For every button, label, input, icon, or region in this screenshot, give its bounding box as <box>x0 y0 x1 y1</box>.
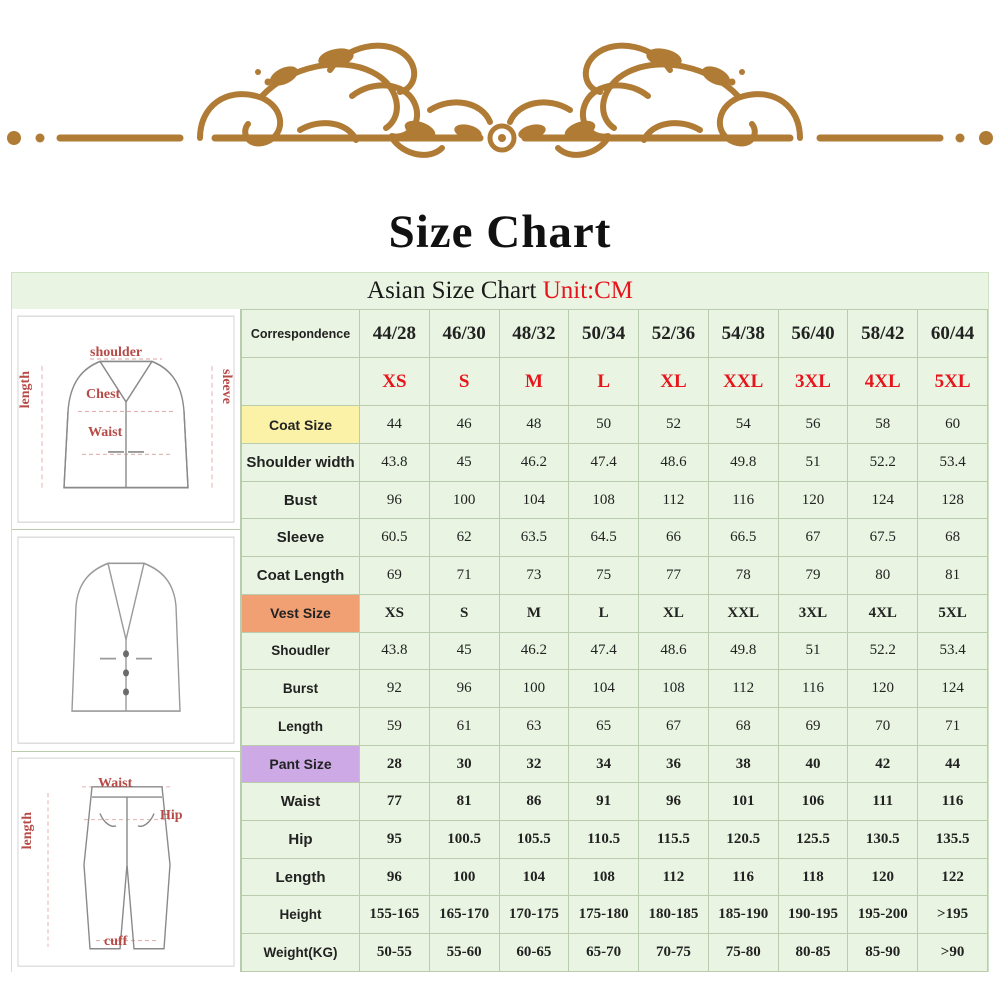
row-header: Length <box>242 707 360 745</box>
table-cell: XL <box>639 358 709 406</box>
table-cell: 100.5 <box>429 821 499 859</box>
chart-subtitle-text: Asian Size Chart <box>367 277 543 304</box>
table-cell: 52.2 <box>848 444 918 482</box>
table-row <box>242 934 988 972</box>
table-cell: 96 <box>360 858 430 896</box>
page-title: Size Chart <box>388 206 612 258</box>
table-row <box>242 670 988 708</box>
table-cell: 124 <box>848 481 918 519</box>
table-cell: 71 <box>918 707 988 745</box>
table-cell: 91 <box>569 783 639 821</box>
table-row <box>242 481 988 519</box>
coat-label-shoulder: shoulder <box>90 345 143 360</box>
table-cell: 60.5 <box>360 519 430 557</box>
coat-label-length: length <box>18 371 33 409</box>
row-header: Burst <box>242 670 360 708</box>
table-cell: 116 <box>708 481 778 519</box>
table-cell: 47.4 <box>569 444 639 482</box>
row-header: Bust <box>242 481 360 519</box>
table-cell: 69 <box>778 707 848 745</box>
table-cell: 116 <box>918 783 988 821</box>
table-cell: 77 <box>360 783 430 821</box>
table-cell: XXL <box>708 594 778 632</box>
table-cell: 30 <box>429 745 499 783</box>
table-cell: 53.4 <box>918 632 988 670</box>
table-cell: 118 <box>778 858 848 896</box>
table-cell: 85-90 <box>848 934 918 972</box>
table-cell: 52/36 <box>639 310 709 358</box>
table-cell: 108 <box>569 858 639 896</box>
table-cell: 4XL <box>848 594 918 632</box>
table-cell: 112 <box>639 481 709 519</box>
table-cell: 100 <box>499 670 569 708</box>
table-cell: 86 <box>499 783 569 821</box>
row-header: Shoudler <box>242 632 360 670</box>
table-row <box>242 707 988 745</box>
table-cell: 64.5 <box>569 519 639 557</box>
row-header: Hip <box>242 821 360 859</box>
table-cell: 59 <box>360 707 430 745</box>
table-cell: 66.5 <box>708 519 778 557</box>
table-cell: 69 <box>360 557 430 595</box>
table-cell: 48.6 <box>639 444 709 482</box>
table-cell: >90 <box>918 934 988 972</box>
coat-diagram <box>12 309 240 530</box>
table-cell: 4XL <box>848 358 918 406</box>
table-cell: 75 <box>569 557 639 595</box>
table-row <box>242 632 988 670</box>
table-cell: 115.5 <box>639 821 709 859</box>
table-cell: 71 <box>429 557 499 595</box>
decorative-header-ornament <box>0 10 1000 170</box>
table-cell: 67 <box>778 519 848 557</box>
table-row <box>242 858 988 896</box>
table-cell: 48.6 <box>639 632 709 670</box>
table-cell: 36 <box>639 745 709 783</box>
table-cell: 170-175 <box>499 896 569 934</box>
table-cell: 28 <box>360 745 430 783</box>
table-cell: 5XL <box>918 358 988 406</box>
table-row <box>242 896 988 934</box>
table-cell: 124 <box>918 670 988 708</box>
table-cell: 43.8 <box>360 444 430 482</box>
table-cell: XXL <box>708 358 778 406</box>
garment-figures <box>12 309 241 972</box>
table-cell: 44 <box>918 745 988 783</box>
pant-label-cuff: cuff <box>104 933 128 949</box>
table-cell: 68 <box>918 519 988 557</box>
pant-label-length: length <box>20 811 35 849</box>
table-cell: 180-185 <box>639 896 709 934</box>
table-cell: 106 <box>778 783 848 821</box>
table-row <box>242 821 988 859</box>
table-row <box>242 310 988 358</box>
table-cell: 3XL <box>778 594 848 632</box>
table-cell: 96 <box>639 783 709 821</box>
table-cell: 81 <box>918 557 988 595</box>
table-cell: 49.8 <box>708 444 778 482</box>
table-cell: 60-65 <box>499 934 569 972</box>
table-cell: 67.5 <box>848 519 918 557</box>
table-cell: 96 <box>360 481 430 519</box>
table-cell: XL <box>639 594 709 632</box>
table-cell: 51 <box>778 444 848 482</box>
table-cell: 120 <box>848 858 918 896</box>
coat-label-sleeve: sleeve <box>219 369 234 404</box>
table-cell: 195-200 <box>848 896 918 934</box>
table-cell: 50/34 <box>569 310 639 358</box>
table-cell: 73 <box>499 557 569 595</box>
table-cell: 42 <box>848 745 918 783</box>
table-cell: 70-75 <box>639 934 709 972</box>
table-cell: M <box>499 358 569 406</box>
table-cell: 80 <box>848 557 918 595</box>
table-cell: 108 <box>569 481 639 519</box>
size-chart-table <box>241 309 988 972</box>
table-cell: L <box>569 358 639 406</box>
table-cell: XS <box>360 358 430 406</box>
row-header: Weight(KG) <box>242 934 360 972</box>
table-cell: 5XL <box>918 594 988 632</box>
table-cell: 65 <box>569 707 639 745</box>
table-cell: 53.4 <box>918 444 988 482</box>
table-cell: 75-80 <box>708 934 778 972</box>
table-cell: 40 <box>778 745 848 783</box>
table-cell: 66 <box>639 519 709 557</box>
table-row <box>242 358 988 406</box>
table-cell: 49.8 <box>708 632 778 670</box>
size-chart-panel <box>11 272 989 972</box>
pant-label-waist: Waist <box>98 775 133 791</box>
table-cell: 45 <box>429 632 499 670</box>
table-cell: 185-190 <box>708 896 778 934</box>
row-header: Shoulder width <box>242 444 360 482</box>
table-row <box>242 406 988 444</box>
table-cell: 100 <box>429 481 499 519</box>
table-cell: L <box>569 594 639 632</box>
table-row <box>242 783 988 821</box>
table-cell: 65-70 <box>569 934 639 972</box>
table-cell: >195 <box>918 896 988 934</box>
table-cell: 52.2 <box>848 632 918 670</box>
table-cell: 54 <box>708 406 778 444</box>
row-header: Coat Length <box>242 557 360 595</box>
table-cell: S <box>429 594 499 632</box>
table-cell: 52 <box>639 406 709 444</box>
table-cell: 46.2 <box>499 632 569 670</box>
table-cell: 60 <box>918 406 988 444</box>
table-cell: 112 <box>639 858 709 896</box>
table-cell: 130.5 <box>848 821 918 859</box>
table-cell: 48/32 <box>499 310 569 358</box>
table-cell: 62 <box>429 519 499 557</box>
table-cell: 110.5 <box>569 821 639 859</box>
chart-unit-label: Unit:CM <box>542 277 633 304</box>
table-cell: 104 <box>499 481 569 519</box>
row-header: Waist <box>242 783 360 821</box>
table-cell: 58 <box>848 406 918 444</box>
table-cell: 112 <box>708 670 778 708</box>
table-cell: 55-60 <box>429 934 499 972</box>
table-cell: 63.5 <box>499 519 569 557</box>
table-cell: 58/42 <box>848 310 918 358</box>
table-cell: 50 <box>569 406 639 444</box>
table-cell: 50-55 <box>360 934 430 972</box>
table-cell: 51 <box>778 632 848 670</box>
table-cell: 61 <box>429 707 499 745</box>
row-header: Height <box>242 896 360 934</box>
table-row <box>242 745 988 783</box>
table-cell: 44 <box>360 406 430 444</box>
table-cell: 92 <box>360 670 430 708</box>
table-cell: XS <box>360 594 430 632</box>
vest-diagram <box>12 530 240 751</box>
table-cell: 111 <box>848 783 918 821</box>
row-header: Sleeve <box>242 519 360 557</box>
table-cell: 56/40 <box>778 310 848 358</box>
table-cell: 120 <box>778 481 848 519</box>
table-cell: 43.8 <box>360 632 430 670</box>
table-row <box>242 557 988 595</box>
size-chart-body <box>242 310 988 972</box>
table-cell: 48 <box>499 406 569 444</box>
table-cell: 135.5 <box>918 821 988 859</box>
table-cell: 46.2 <box>499 444 569 482</box>
table-cell: 45 <box>429 444 499 482</box>
table-cell: 34 <box>569 745 639 783</box>
table-cell: 79 <box>778 557 848 595</box>
table-cell: 80-85 <box>778 934 848 972</box>
table-cell: 125.5 <box>778 821 848 859</box>
table-cell: 67 <box>639 707 709 745</box>
coat-label-chest: Chest <box>86 387 121 402</box>
table-cell: 128 <box>918 481 988 519</box>
row-header: Coat Size <box>242 406 360 444</box>
table-cell: 122 <box>918 858 988 896</box>
table-cell: 60/44 <box>918 310 988 358</box>
table-cell: 70 <box>848 707 918 745</box>
table-cell: 63 <box>499 707 569 745</box>
table-cell: S <box>429 358 499 406</box>
table-cell: 96 <box>429 670 499 708</box>
table-cell: 47.4 <box>569 632 639 670</box>
table-cell: 155-165 <box>360 896 430 934</box>
table-cell: 46 <box>429 406 499 444</box>
coat-label-waist: Waist <box>88 425 123 440</box>
table-row <box>242 594 988 632</box>
table-cell: 54/38 <box>708 310 778 358</box>
table-cell: 116 <box>708 858 778 896</box>
table-cell: 104 <box>499 858 569 896</box>
table-cell: 56 <box>778 406 848 444</box>
pant-label-hip: Hip <box>160 807 183 823</box>
table-cell: M <box>499 594 569 632</box>
table-cell: 105.5 <box>499 821 569 859</box>
row-header: Pant Size <box>242 745 360 783</box>
row-header: Vest Size <box>242 594 360 632</box>
table-cell: 95 <box>360 821 430 859</box>
table-cell: 78 <box>708 557 778 595</box>
table-cell: 3XL <box>778 358 848 406</box>
row-header: Correspondence <box>242 310 360 358</box>
table-cell: 108 <box>639 670 709 708</box>
table-cell: 100 <box>429 858 499 896</box>
row-header: Length <box>242 858 360 896</box>
table-cell: 101 <box>708 783 778 821</box>
table-cell: 120.5 <box>708 821 778 859</box>
table-row <box>242 519 988 557</box>
table-cell: 116 <box>778 670 848 708</box>
table-cell: 175-180 <box>569 896 639 934</box>
row-header <box>242 358 360 406</box>
chart-subtitle <box>12 273 988 309</box>
table-cell: 38 <box>708 745 778 783</box>
table-cell: 120 <box>848 670 918 708</box>
pant-diagram <box>12 752 240 972</box>
table-cell: 165-170 <box>429 896 499 934</box>
table-cell: 46/30 <box>429 310 499 358</box>
table-cell: 190-195 <box>778 896 848 934</box>
table-cell: 77 <box>639 557 709 595</box>
table-row <box>242 444 988 482</box>
table-cell: 44/28 <box>360 310 430 358</box>
table-cell: 32 <box>499 745 569 783</box>
table-cell: 104 <box>569 670 639 708</box>
table-cell: 68 <box>708 707 778 745</box>
table-cell: 81 <box>429 783 499 821</box>
